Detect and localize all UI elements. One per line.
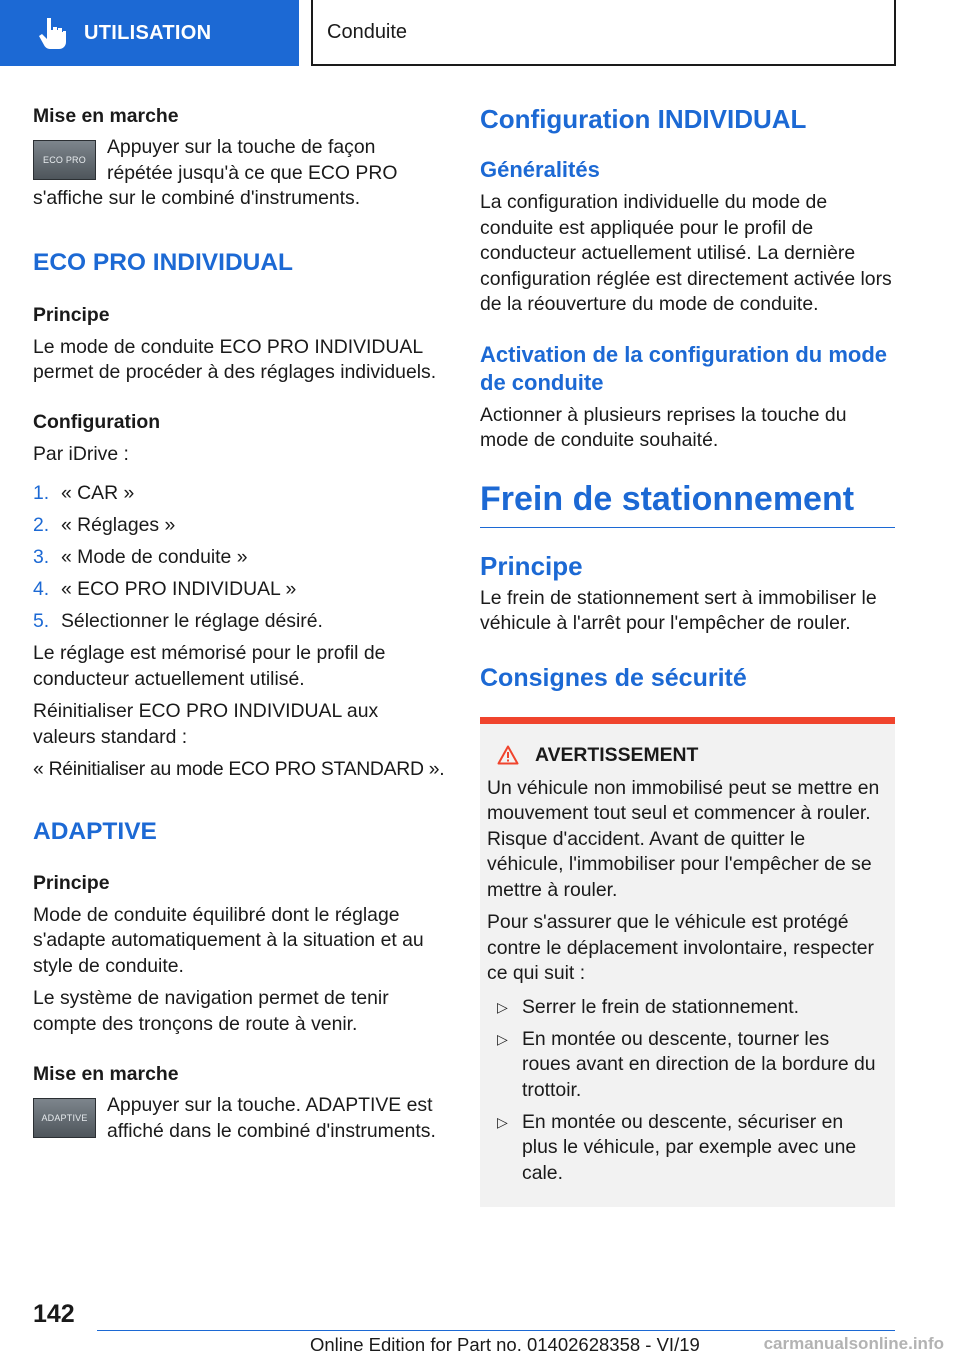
adaptive-instruction: Appuyer sur la touche. ADAPTIVE est affiché dans le combiné d'instruments. [107, 1094, 436, 1142]
list-item: 5. Sélectionner le réglage désiré. [33, 610, 323, 632]
consignes-heading: Consignes de sécurité [480, 663, 747, 692]
eco-pro-individual-title: ECO PRO INDIVIDUAL [33, 248, 293, 276]
list-item: ▷ En montée ou descente, sécuriser en plus le véhicule, par exemple avec une cale. [487, 1110, 883, 1187]
adaptive-navigation-text: Le système de navigation permet de tenir compte des tronçons de route à venir. [33, 987, 389, 1035]
warning-triangle-icon [497, 745, 519, 765]
adaptive-button-label: ADAPTIVE [41, 1113, 88, 1123]
adaptive-mise-heading: Mise en marche [33, 1063, 179, 1085]
frein-principe-heading: Principe [480, 550, 583, 581]
list-item: ▷ En montée ou descente, tourner les roues avant en direction de la bordure du trottoir. [487, 1027, 883, 1104]
bullet-triangle-icon: ▷ [497, 998, 508, 1015]
right-column [480, 100, 895, 1207]
chapter-box [311, 0, 896, 66]
left-column [33, 100, 445, 1144]
mise-en-marche-heading: Mise en marche [33, 105, 179, 127]
eco-principe-heading: Principe [33, 303, 110, 326]
eco-pro-button-image [33, 140, 96, 180]
footer-divider [97, 1330, 895, 1331]
eco-pro-button-label: ECO PRO [43, 155, 86, 165]
bullet-triangle-icon: ▷ [497, 1113, 508, 1130]
chapter-title: Conduite [327, 20, 408, 43]
frein-principe-text: Le frein de stationnement sert à immobiliser le véhicule à l'arrêt pour l'empêcher de rouler. [480, 586, 877, 634]
reset-option: « Réinitialiser au mode ECO PRO STANDARD ». [33, 758, 445, 780]
list-item: ▷ Serrer le frein de stationnement. [487, 995, 883, 1021]
configuration-heading: Configuration [33, 410, 161, 433]
list-item: 3. « Mode de conduite » [33, 546, 248, 568]
warning-box [480, 717, 895, 1207]
page-number: 142 [33, 1300, 75, 1328]
eco-principe-text: Le mode de conduite ECO PRO INDIVIDUAL permet de procéder à des réglages individuels. [33, 335, 437, 383]
steps-list [33, 481, 445, 635]
eco-pro-instruction: Appuyer sur la touche de façon répétée jusqu'à ce que ECO PRO s'affiche sur le combiné d'instruments. [33, 136, 398, 209]
page-header [0, 0, 960, 66]
warning-title: AVERTISSEMENT [497, 742, 883, 768]
warning-text-1: Un véhicule non immobilisé peut se mettre en mouvement tout seul et commencer à rouler. Risque d'accident. Avant de quitter le véhicule, l'immobiliser pour l'empêcher de se mettre à rouler. [487, 776, 880, 901]
warning-text-2: Pour s'assurer que le véhicule est protégé contre le déplacement involontaire, respecter ce qui suit : [487, 911, 874, 984]
adaptive-title: ADAPTIVE [33, 817, 157, 845]
reset-text: Réinitialiser ECO PRO INDIVIDUAL aux valeurs standard : [33, 700, 379, 748]
watermark: carmanualsonline.info [763, 1334, 944, 1353]
adaptive-button-image [33, 1098, 96, 1138]
section-tab [0, 0, 299, 66]
configuration-intro: Par iDrive : [33, 442, 129, 465]
config-individual-title: Configuration INDIVIDUAL [480, 104, 807, 134]
section-title: UTILISATION [84, 21, 212, 44]
list-item: 2. « Réglages » [33, 514, 176, 536]
hand-pointer-icon [36, 16, 66, 50]
activation-heading: Activation de la configuration du mode de conduite [480, 341, 888, 395]
generalites-heading: Généralités [480, 157, 600, 182]
adaptive-principe-text: Mode de conduite équilibré dont le réglage s'adapte automatiquement à la situation et au style de conduite. [33, 903, 424, 977]
list-item: 4. « ECO PRO INDIVIDUAL » [33, 578, 297, 600]
frein-title: Frein de stationnement [480, 479, 895, 528]
bullet-triangle-icon: ▷ [497, 1030, 508, 1047]
memo-text: Le réglage est mémorisé pour le profil de conducteur actuellement utilisé. [33, 642, 386, 690]
activation-text: Actionner à plusieurs reprises la touche du mode de conduite souhaité. [480, 403, 847, 451]
generalites-text: La configuration individuelle du mode de conduite est appliquée pour le profil de conducteur actuellement utilisé. La dernière configuration réglée est directement activée lors de la réouverture du mode de conduite. [480, 191, 892, 315]
edition-text: Online Edition for Part no. 01402628358 - VI/19 [310, 1334, 700, 1355]
list-item: 1. « CAR » [33, 482, 135, 504]
adaptive-principe-heading: Principe [33, 871, 110, 894]
